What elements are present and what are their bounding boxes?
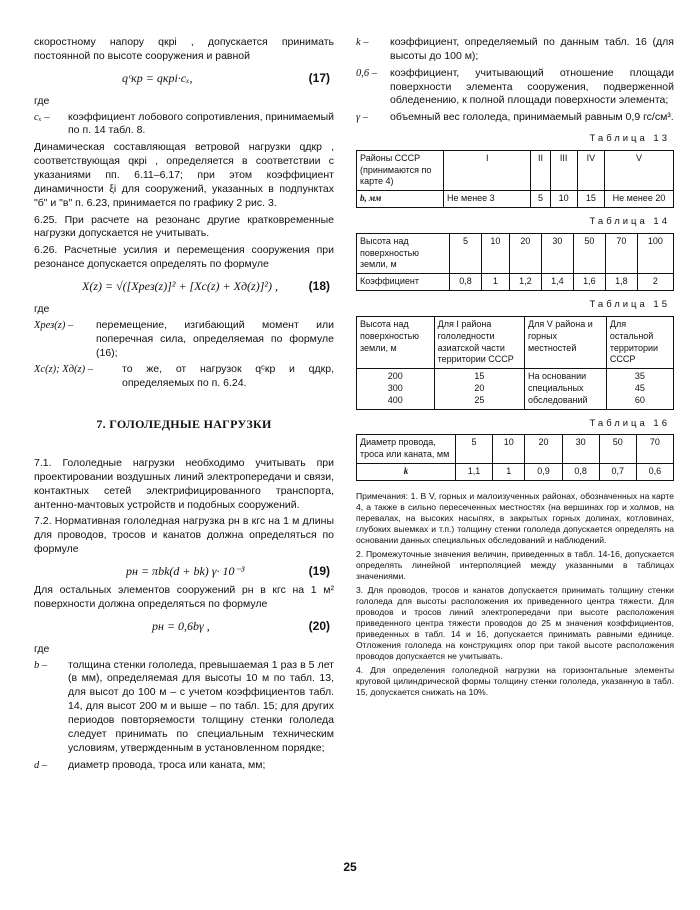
table-cell: Диаметр провода, троса или каната, мм — [357, 435, 456, 464]
table-row — [357, 191, 674, 208]
table-cell: Районы СССР (принимаются по карте 4) — [357, 150, 444, 191]
table-cell: 1,6 — [573, 274, 605, 291]
table-cell: 10 — [493, 435, 525, 464]
definition-cx — [34, 111, 334, 139]
intro-paragraph: скоростному напору qкрi , допускается принимать постоянной по высоте сооружения и равной — [34, 36, 334, 62]
definition-gamma — [356, 111, 674, 125]
table-cell: Высота над поверхностью земли, м — [357, 316, 435, 369]
definition-d — [34, 759, 334, 773]
definition-symbol: d – — [34, 759, 48, 771]
paragraph-7-2: 7.2. Нормативная гололедная нагрузка pн в кгс на 1 м длины для проводов, тросов и канатов должна определяться по формуле — [34, 515, 334, 556]
definition-symbol: cₓ – — [34, 111, 50, 123]
table-cell: 0,8 — [562, 464, 599, 481]
paragraph-6-25: 6.25. При расчете на резонанс другие кратковременные нагрузки допускается не учитывать. — [34, 213, 334, 240]
definition-xc-xd — [34, 363, 334, 391]
table-cell: 0,7 — [599, 464, 636, 481]
other-elements-paragraph: Для остальных элементов сооружений pн в кгс на 1 м² поверхности должна определяться по формуле — [34, 584, 334, 610]
table-cell: IV — [577, 150, 604, 191]
definition-b — [34, 659, 334, 756]
definition-text: диаметр провода, троса или каната, мм; — [68, 758, 266, 771]
note-3: 3. Для проводов, тросов и канатов допускается принимать толщину стенки гололеда для высоты расположения их приведенного центра тяжести. Для проводов и тросов линий электропередачи при высоте расположения приведенного центра тяжести проводов до 25 м значения коэффициентов, приведенных в табл. 14 и 16, допускается принимать равными единице. Отложения гололеда на конструкциях опор при такой высоте расположения проводов допускается не учитывать. — [356, 585, 674, 662]
table-cell: 1,4 — [541, 274, 573, 291]
table-cell: 1,8 — [605, 274, 637, 291]
definition-text: толщина стенки гололеда, превышаемая 1 раз в 5 лет (в мм), определяемая для высоты 10 м по табл. 13, для высот до 100 м – с учетом коэффициентов табл. 14, для высот 200 м и выше – по табл. 15; для других периодов повторяемости толщину стенки гололеда следует принимать по специальным техническим условиям, утвержденным в установленном порядке; — [68, 658, 334, 754]
definition-text: то же, от нагрузок qᶜкр и qдкр, определяемых по п. 6.24. — [122, 363, 334, 390]
table-cell: 50 — [599, 435, 636, 464]
table-14-caption: Таблица 14 — [589, 216, 670, 228]
where-label: где — [34, 303, 50, 316]
dynamic-paragraph: Динамическая составляющая ветровой нагрузки qдкр , соответствующая qкрi , определяется в соответствии с указаниями пп. 6.11–6.17; при этом коэффициент динамичности ξi для сооружений, указанных в подпунктах "б" и "в" п. 6.23, принимается по графику 2 рис. 3. — [34, 141, 334, 209]
table-cell: На основании специальных обследований — [525, 369, 607, 410]
table-cell: 50 — [573, 233, 605, 274]
table-13-caption: Таблица 13 — [589, 133, 670, 145]
definition-k — [356, 36, 674, 64]
where-label: где — [34, 94, 50, 107]
table-row — [357, 435, 674, 464]
table-cell: V — [605, 150, 674, 191]
equation-20-formula: pн = 0,6bγ , — [152, 618, 210, 633]
table-cell: Для остальной территории СССР — [606, 316, 673, 369]
table-cell: 20 — [525, 435, 562, 464]
table-row — [357, 369, 674, 410]
equation-19 — [34, 560, 334, 584]
table-cell: Высота над поверхностью земли, м — [357, 233, 450, 274]
table-14 — [356, 233, 674, 292]
table-cell: 5 — [456, 435, 493, 464]
table-cell: 1,2 — [509, 274, 541, 291]
table-cell: 30 — [562, 435, 599, 464]
table-cell: Не менее 20 — [605, 191, 674, 208]
table-cell: 70 — [636, 435, 673, 464]
paragraph-7-1: 7.1. Гололедные нагрузки необходимо учитывать при проектировании воздушных линий электропередачи и связи, контактных сетей электрифицированного транспорта, антенно-мачтовых устройств и подобных сооружений. — [34, 457, 334, 511]
table-cell: Для V района и горных местностей — [525, 316, 607, 369]
table-cell: Для I района гололедности азиатской части территории СССР — [434, 316, 524, 369]
table-cell: 35 45 60 — [606, 369, 673, 410]
definition-xrez — [34, 319, 334, 361]
right-column — [356, 36, 674, 701]
paragraph-6-26: 6.26. Расчетные усилия и перемещения сооружения при резонансе допускается определять по формуле — [34, 244, 334, 271]
table-cell: III — [550, 150, 577, 191]
table-cell: 20 — [509, 233, 541, 274]
table-cell: 0,6 — [636, 464, 673, 481]
table-cell: Коэффициент — [357, 274, 450, 291]
table-cell: 15 — [577, 191, 604, 208]
table-row — [357, 150, 674, 191]
equation-19-number: (19) — [308, 564, 330, 579]
table-notes — [356, 491, 674, 698]
section-heading: 7. ГОЛОЛЕДНЫЕ НАГРУЗКИ — [96, 417, 272, 432]
left-column — [34, 36, 334, 775]
equation-18-number: (18) — [308, 279, 330, 294]
equation-18-formula: X(z) = √([Xрез(z)]² + [Xс(z) + Xд(z)]²) , — [82, 279, 278, 294]
table-cell: 5 — [450, 233, 482, 274]
equation-17 — [34, 67, 334, 91]
table-cell: 30 — [541, 233, 573, 274]
equation-17-formula: qᶜкр = qкрi·cₓ, — [122, 70, 193, 85]
note-1: Примечания: 1. В V, горных и малоизученных районах, обозначенных на карте 4, а также в сильно пересеченных местностях (на вершинах гор и холмов, на перевалах, на высоких насыпях, в закрытых горных долинах, котловинах, глубоких выемках и т.п.) толщину стенки гололеда допускается определять на основании данных специальных обследований и наблюдений. — [356, 491, 674, 546]
table-15-caption: Таблица 15 — [589, 299, 670, 311]
table-cell — [357, 464, 456, 481]
table-cell: 10 — [481, 233, 509, 274]
definition-text: коэффициент лобового сопротивления, принимаемый по п. 14 табл. 8. — [68, 110, 334, 137]
table-cell: Не менее 3 — [444, 191, 531, 208]
table-row — [357, 464, 674, 481]
table-cell: 0,9 — [525, 464, 562, 481]
equation-18 — [34, 275, 334, 299]
definition-symbol: Xрез(z) – — [34, 319, 74, 331]
definition-0-6 — [356, 67, 674, 109]
table-row — [357, 316, 674, 369]
table-13 — [356, 150, 674, 209]
definition-symbol: 0,6 – — [356, 67, 377, 79]
definition-text: коэффициент, учитывающий отношение площади поверхности элемента сооружения, подверженной обледенению, к полной площади поверхности элемента; — [390, 66, 674, 107]
definition-text: объемный вес гололеда, принимаемый равным 0,9 гс/см³. — [390, 111, 674, 124]
where-label: где — [34, 642, 50, 655]
table-cell: 200 300 400 — [357, 369, 435, 410]
table-row — [357, 274, 674, 291]
page-number: 25 — [343, 860, 357, 874]
equation-17-number: (17) — [308, 70, 330, 85]
note-2: 2. Промежуточные значения величин, приведенных в табл. 14-16, допускается определять линейной интерполяцией между указанными в таблицах значениями. — [356, 549, 674, 582]
table-cell-text: b, мм — [360, 193, 382, 204]
table-cell: 0,8 — [450, 274, 482, 291]
definition-symbol: b – — [34, 659, 48, 671]
definition-symbol: Xс(z); Xд(z) – — [34, 364, 93, 376]
equation-20-number: (20) — [308, 618, 330, 633]
table-cell: 1 — [481, 274, 509, 291]
definition-text: перемещение, изгибающий момент или поперечная сила, определяемая по формуле (16); — [96, 318, 334, 359]
table-cell: 2 — [637, 274, 673, 291]
equation-19-formula: pн = πbk(d + bk) γ· 10⁻³ — [126, 564, 245, 579]
note-4: 4. Для определения гололедной нагрузки на горизонтальные элементы круговой цилиндрической формы толщину стенки гололеда, указанную в табл. 15, допускается снижать на 10%. — [356, 665, 674, 698]
table-row — [357, 233, 674, 274]
table-cell: 1,1 — [456, 464, 493, 481]
table-cell — [357, 191, 444, 208]
definition-text: коэффициент, определяемый по данным табл. 16 (для высоты до 100 м); — [390, 36, 674, 62]
table-cell: 5 — [531, 191, 550, 208]
definition-symbol: k – — [356, 37, 369, 48]
table-cell: II — [531, 150, 550, 191]
table-cell: 15 20 25 — [434, 369, 524, 410]
table-15 — [356, 316, 674, 410]
table-16-caption: Таблица 16 — [589, 417, 670, 429]
table-cell: I — [444, 150, 531, 191]
table-cell: 70 — [605, 233, 637, 274]
table-cell: 1 — [493, 464, 525, 481]
definition-symbol: γ – — [356, 112, 369, 124]
table-cell: 10 — [550, 191, 577, 208]
table-16 — [356, 434, 674, 481]
table-cell: 100 — [637, 233, 673, 274]
equation-20 — [34, 615, 334, 639]
table-cell-text: k — [403, 466, 409, 477]
